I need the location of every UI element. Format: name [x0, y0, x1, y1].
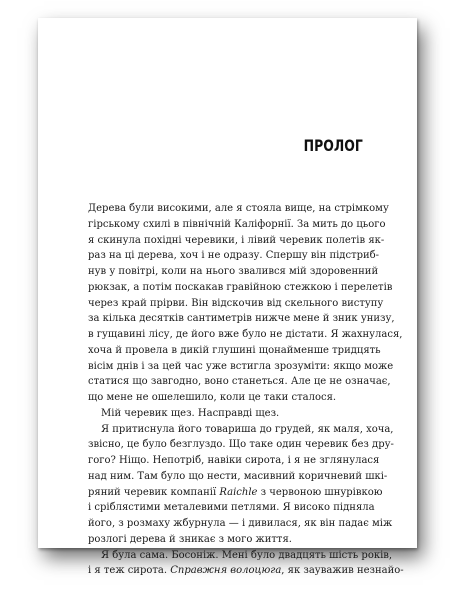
text-line: Я притиснула його товариша до грудей, як маля, хоча, — [101, 423, 394, 435]
text-line: вісім днів і за цей час уже встигла зрозуміти: якщо може — [88, 360, 394, 372]
body-text — [88, 201, 404, 579]
book-page — [38, 18, 417, 577]
text-line: над ним. Там було що нести, масивний коричневий шкі- — [88, 470, 388, 482]
chapter-heading: ПРОЛОГ — [303, 136, 363, 155]
text-line: гірському схилі в північній Каліфорнії. За мить до цього — [88, 218, 386, 230]
text-line: рюкзак, а потім поскакав гравійною стежкою і перелетів — [88, 281, 393, 293]
italic-term: Raichle — [219, 486, 258, 498]
text-line: і я теж сирота. Справжня волоцюга, як зауважив незнайо- — [88, 565, 404, 577]
text-line: через край прірви. Він відскочив від скельного виступу — [88, 297, 384, 309]
text-line: його, з розмаху жбурнула — і дивилася, як він падає між — [88, 518, 393, 529]
text-line: гого? Ніщо. Непотріб, навіки сирота, і я не зглянулася — [88, 455, 380, 466]
text-line: нув у повітрі, коли на нього звалився мій здоровенний — [88, 266, 379, 277]
text-line: раз на ці дерева, хоч і не одразу. Спершу він підстриб- — [88, 250, 380, 262]
text-line: Я була сама. Босоніж. Мені було двадцять шість років, — [101, 549, 393, 561]
text-line: розлогі дерева й зникає з мого життя. — [88, 533, 292, 545]
text-line: статися що завгодно, воно станеться. Але це не означає, — [88, 376, 391, 388]
text-line: в гущавині лісу, де його вже було не дістати. Я жахнулася, — [88, 329, 403, 340]
italic-term: Справжня волоцюга — [170, 565, 282, 577]
text-line: я скинула похідні черевики, і лівий черевик полетів як- — [88, 234, 385, 246]
text-line: що мене не ошелешило, коли це таки сталося. — [88, 392, 337, 403]
text-line: Дерева були високими, але я стояла вище, на стрімкому — [88, 203, 389, 214]
text-line: і сріблястими металевими петлями. Я високо підняла — [88, 502, 375, 514]
text-line: хоча й провела в дикій глушині щонайменше тридцять — [88, 344, 381, 356]
text-line: ряний черевик компанії Raichle з червоною шнурівкою — [88, 486, 383, 498]
text-line: Мій черевик щез. Насправді щез. — [101, 407, 280, 419]
text-line: за кілька десятків сантиметрів нижче мене й зник унизу, — [88, 313, 395, 325]
text-line: звісно, це було безглуздо. Що таке один черевик без дру- — [88, 439, 394, 451]
